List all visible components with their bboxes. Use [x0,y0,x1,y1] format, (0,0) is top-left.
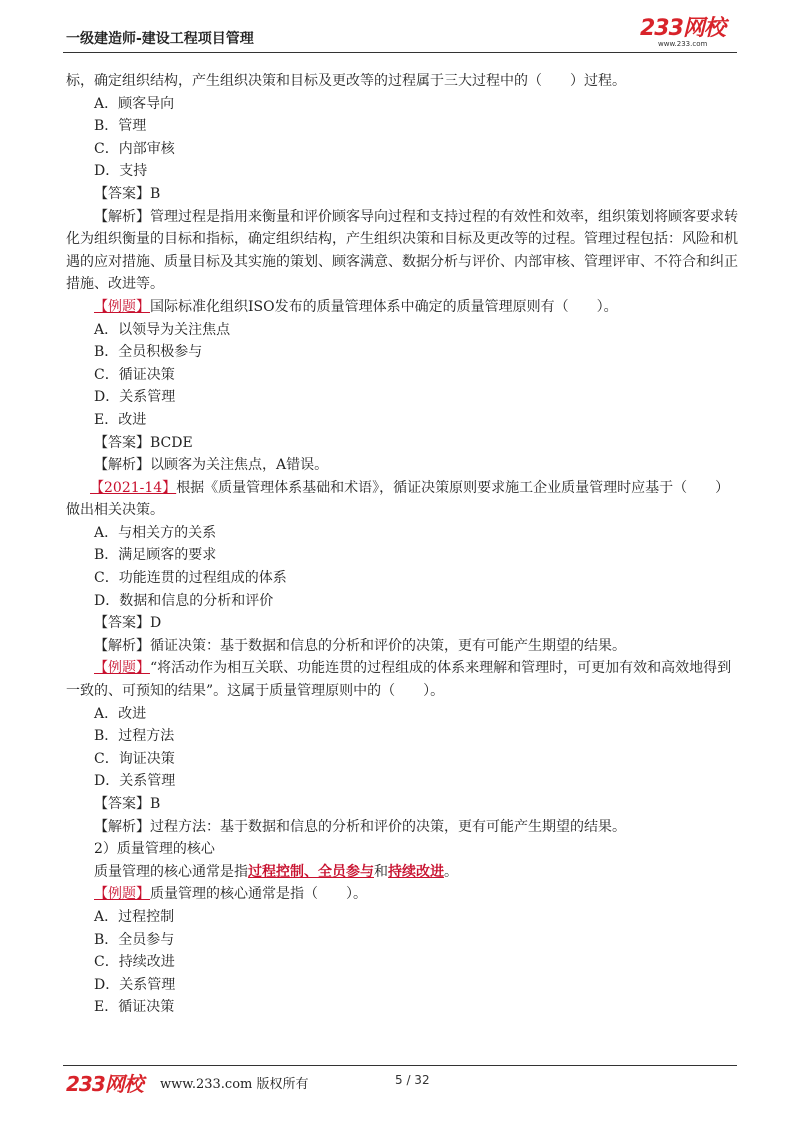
paragraph-line: 标，确定组织结构，产生组织决策和目标及更改等的过程属于三大过程中的（ ）过程。 [66,73,626,89]
core-last: 持续改进 [388,863,444,880]
analysis: 【解析】以顾客为关注焦点，A错误。 [94,457,329,474]
brand-logo[interactable] [640,18,736,52]
option: C．询证决策 [94,750,175,767]
option: B．满足顾客的要求 [94,547,217,564]
option: E．改进 [94,411,147,428]
core-prefix: 质量管理的核心通常是指 [94,863,248,880]
question-4 [66,883,738,906]
exam-tag: 【2021-14】 [90,479,177,496]
option: D．关系管理 [94,773,176,790]
document-body [66,70,738,1019]
question-text: 根据《质量管理体系基础和术语》，循证决策原则要求施工企业质量管理时应基于（ ）做出相关决策。 [66,479,730,519]
question-text: 质量管理的核心通常是指（ ）。 [150,886,367,903]
header-title: 一级建造师-建设工程项目管理 [66,31,254,47]
question-1 [66,296,738,319]
option: C．内部审核 [94,140,175,157]
analysis: 【解析】管理过程是指用来衡量和评价顾客导向过程和支持过程的有效性和效率，组织策划将顾客要求转化为组织衡量的目标和指标，确定组织结构，产生组织决策和目标及更改等的过程。管理过程包括：风险和机遇的应对措施、质量目标及其实施的策划、顾客满意、数据分析与评价、内部审核、管理评审、不符合和纠正措施、改进等。 [66,208,738,293]
question-text: 国际标准化组织ISO发布的质量管理体系中确定的质量管理原则有（ ）。 [150,298,618,315]
section-heading: 2）质量管理的核心 [94,841,215,858]
answer: 【答案】BCDE [94,434,193,451]
question-3 [66,657,738,702]
question-2 [66,477,738,522]
option: E．循证决策 [94,999,175,1016]
header-divider [63,52,737,53]
option: A．顾客导向 [94,95,175,112]
option: A．与相关方的关系 [94,524,217,541]
option: A．改进 [94,705,147,722]
option: C．循证决策 [94,366,175,383]
option: D．关系管理 [94,389,176,406]
analysis: 【解析】过程方法：基于数据和信息的分析和评价的决策，更有可能产生期望的结果。 [94,818,626,835]
option: C．持续改进 [94,954,175,971]
core-items: 过程控制、全员参与 [248,863,374,880]
footer-copyright: www.233.com 版权所有 [160,1077,309,1092]
example-tag: 【例题】 [94,298,150,315]
brand-logo-url: www.233.com [658,40,708,48]
option: D．支持 [94,163,148,180]
option: B．过程方法 [94,728,175,745]
brand-logo-text: 233网校 [640,16,725,41]
core-definition [66,861,738,884]
analysis: 【解析】循证决策：基于数据和信息的分析和评价的决策，更有可能产生期望的结果。 [94,637,626,654]
core-end: 。 [444,863,458,880]
option: A．以领导为关注焦点 [94,321,231,338]
answer: 【答案】B [94,185,161,202]
option: C．功能连贯的过程组成的体系 [94,570,287,587]
answer: 【答案】D [94,615,162,632]
question-text: “将活动作为相互关联、功能连贯的过程组成的体系来理解和管理时，可更加有效和高效地得到一致的、可预知的结果”。这属于质量管理原则中的（ ）。 [66,660,732,700]
option: A．过程控制 [94,908,175,925]
option: D．关系管理 [94,976,176,993]
option: B．全员积极参与 [94,344,203,361]
option: B．管理 [94,118,147,135]
page-number: 5 / 32 [395,1073,430,1087]
example-tag: 【例题】 [94,886,150,903]
footer-divider [63,1065,737,1066]
option: D．数据和信息的分析和评价 [94,592,274,609]
option: B．全员参与 [94,931,175,948]
footer-logo[interactable]: 233网校 [66,1072,143,1096]
answer: 【答案】B [94,796,161,812]
example-tag: 【例题】 [94,660,150,677]
core-and: 和 [374,863,388,880]
